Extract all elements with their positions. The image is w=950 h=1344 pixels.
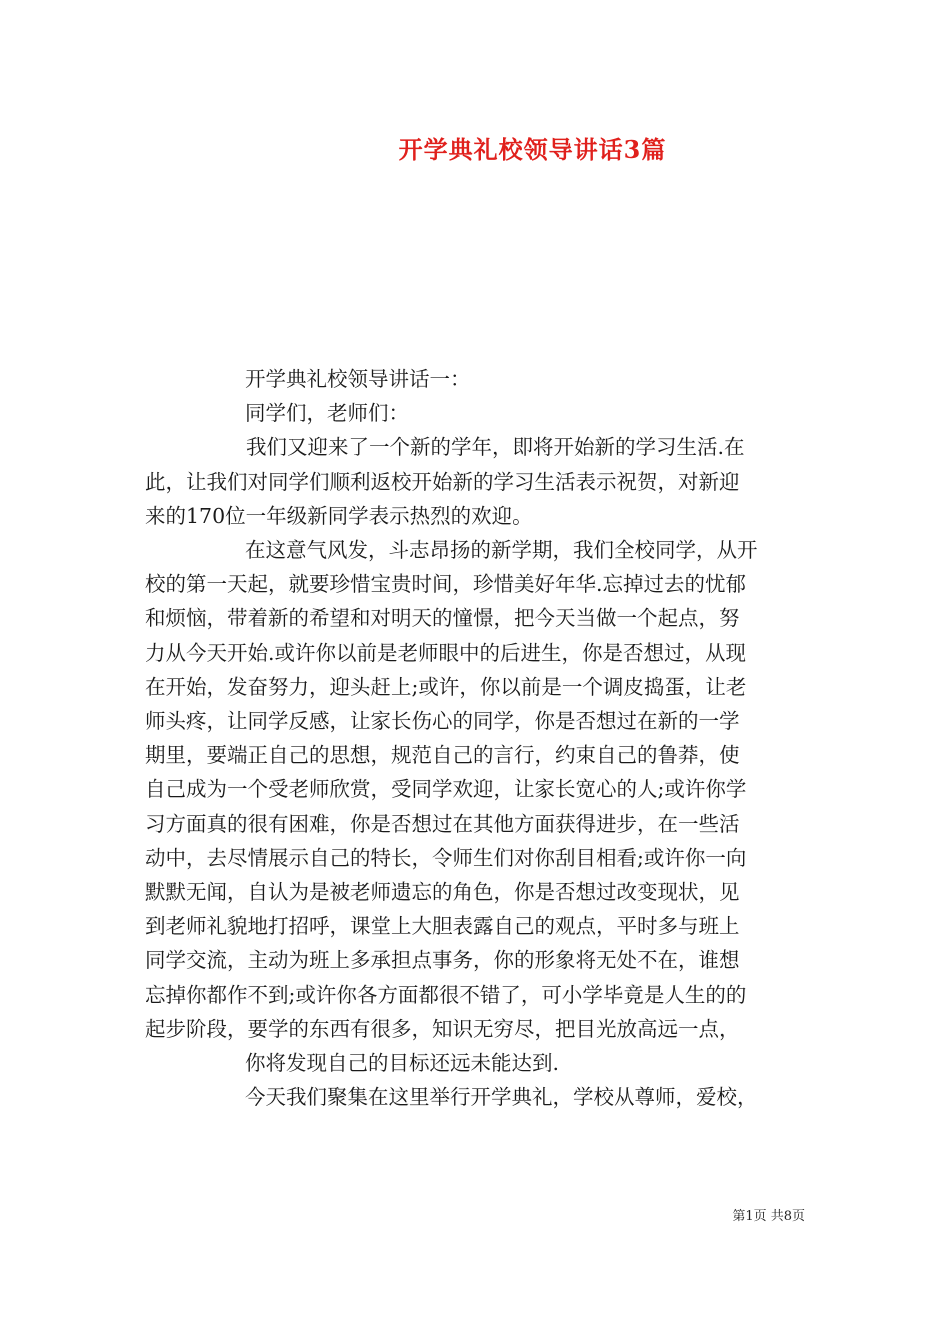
paragraph-line: 在开始，发奋努力，迎头赶上;或许，你以前是一个调皮捣蛋，让老 xyxy=(145,674,747,699)
paragraph-line: 来的170位一年级新同学表示热烈的欢迎。 xyxy=(145,503,533,528)
paragraph-line: 今天我们聚集在这里举行开学典礼，学校从尊师，爱校， xyxy=(245,1085,758,1110)
paragraph-line: 和烦恼，带着新的希望和对明天的憧憬，把今天当做一个起点，努 xyxy=(145,606,740,631)
paragraph-line: 力从今天开始.或许你以前是老师眼中的后进生，你是否想过，从现 xyxy=(145,640,747,665)
document-title: 开学典礼校领导讲话3篇 xyxy=(398,135,667,164)
paragraph-line: 动中，去尽情展示自己的特长，令师生们对你刮目相看;或许你一向 xyxy=(145,845,747,870)
paragraph-line: 校的第一天起，就要珍惜宝贵时间，珍惜美好年华.忘掉过去的忧郁 xyxy=(145,572,747,597)
paragraph-line: 起步阶段，要学的东西有很多，知识无穷尽，把目光放高远一点， xyxy=(145,1016,740,1041)
page-number: 第1页 共8页 xyxy=(732,1209,805,1224)
salutation: 同学们，老师们： xyxy=(245,401,409,426)
speech-heading: 开学典礼校领导讲话一： xyxy=(245,367,471,391)
paragraph-line: 自己成为一个受老师欣赏，受同学欢迎，让家长宽心的人;或许你学 xyxy=(145,777,747,802)
paragraph-line: 同学交流，主动为班上多承担点事务，你的形象将无处不在，谁想 xyxy=(145,948,740,973)
paragraph-line: 我们又迎来了一个新的学年，即将开始新的学习生活.在 xyxy=(246,435,745,460)
document-body xyxy=(145,362,810,1114)
paragraph-line: 到老师礼貌地打招呼，课堂上大胆表露自己的观点，平时多与班上 xyxy=(145,914,740,939)
paragraph-line: 你将发现自己的目标还远未能达到. xyxy=(245,1051,560,1076)
paragraph-line: 期里，要端正自己的思想，规范自己的言行，约束自己的鲁莽，使 xyxy=(145,743,740,768)
paragraph-line: 在这意气风发，斗志昂扬的新学期，我们全校同学，从开 xyxy=(245,538,758,563)
paragraph-line: 默默无闻，自认为是被老师遗忘的角色，你是否想过改变现状，见 xyxy=(145,880,740,905)
paragraph-line: 师头疼，让同学反感，让家长伤心的同学，你是否想过在新的一学 xyxy=(145,709,740,734)
paragraph-line: 此，让我们对同学们顺利返校开始新的学习生活表示祝贺，对新迎 xyxy=(145,469,740,494)
paragraph-line: 习方面真的很有困难，你是否想过在其他方面获得进步，在一些活 xyxy=(145,811,740,836)
paragraph-line: 忘掉你都作不到;或许你各方面都很不错了，可小学毕竟是人生的的 xyxy=(145,982,747,1007)
